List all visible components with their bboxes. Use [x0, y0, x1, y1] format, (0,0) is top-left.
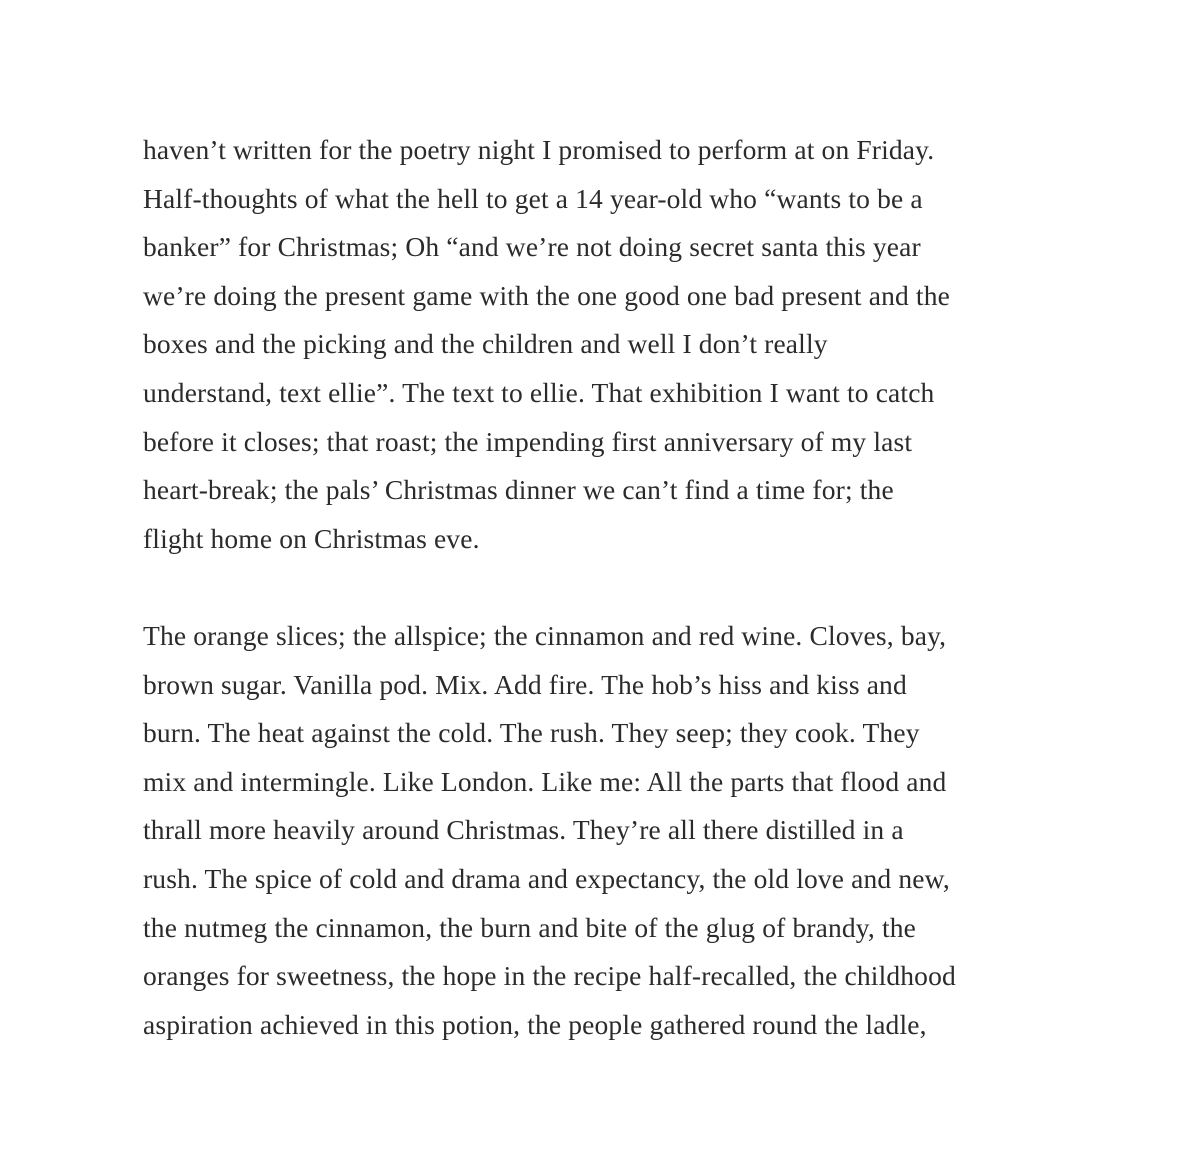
paragraph-2 [143, 612, 1053, 1049]
text-line: oranges for sweetness, the hope in the recipe half-recalled, the childhood [143, 960, 956, 992]
text-line: we’re doing the present game with the one good one bad present and the [143, 279, 950, 311]
text-line: The orange slices; the allspice; the cinnamon and red wine. Cloves, bay, [143, 619, 947, 651]
text-line: before it closes; that roast; the impending first anniversary of my last [143, 425, 913, 457]
text-line: burn. The heat against the cold. The rush. They seep; they cook. They [143, 717, 920, 749]
text-line: understand, text ellie”. The text to ellie. That exhibition I want to catch [143, 376, 935, 408]
text-line: haven’t written for the poetry night I promised to perform at on Friday. [143, 134, 935, 165]
text-line: banker” for Christmas; Oh “and we’re not doing secret santa this year [143, 231, 921, 263]
text-line: rush. The spice of cold and drama and expectancy, the old love and new, [143, 862, 950, 894]
text-line: thrall more heavily around Christmas. They’re all there distilled in a [143, 814, 904, 846]
text-line: mix and intermingle. Like London. Like me: All the parts that flood and [143, 765, 947, 797]
text-line: boxes and the picking and the children and well I don’t really [143, 328, 828, 360]
text-line: the nutmeg the cinnamon, the burn and bite of the glug of brandy, the [143, 911, 917, 943]
text-line: brown sugar. Vanilla pod. Mix. Add fire. The hob’s hiss and kiss and [143, 668, 907, 700]
paragraph-1 [143, 126, 1053, 563]
text-line: Half-thoughts of what the hell to get a 14 year-old who “wants to be a [143, 182, 923, 214]
text-line: heart-break; the pals’ Christmas dinner we can’t find a time for; the [143, 474, 894, 506]
text-line: aspiration achieved in this potion, the people gathered round the ladle, [143, 1008, 927, 1040]
article-body [143, 126, 1053, 1049]
paragraph-spacer [143, 563, 1053, 612]
text-line: flight home on Christmas eve. [143, 522, 480, 554]
